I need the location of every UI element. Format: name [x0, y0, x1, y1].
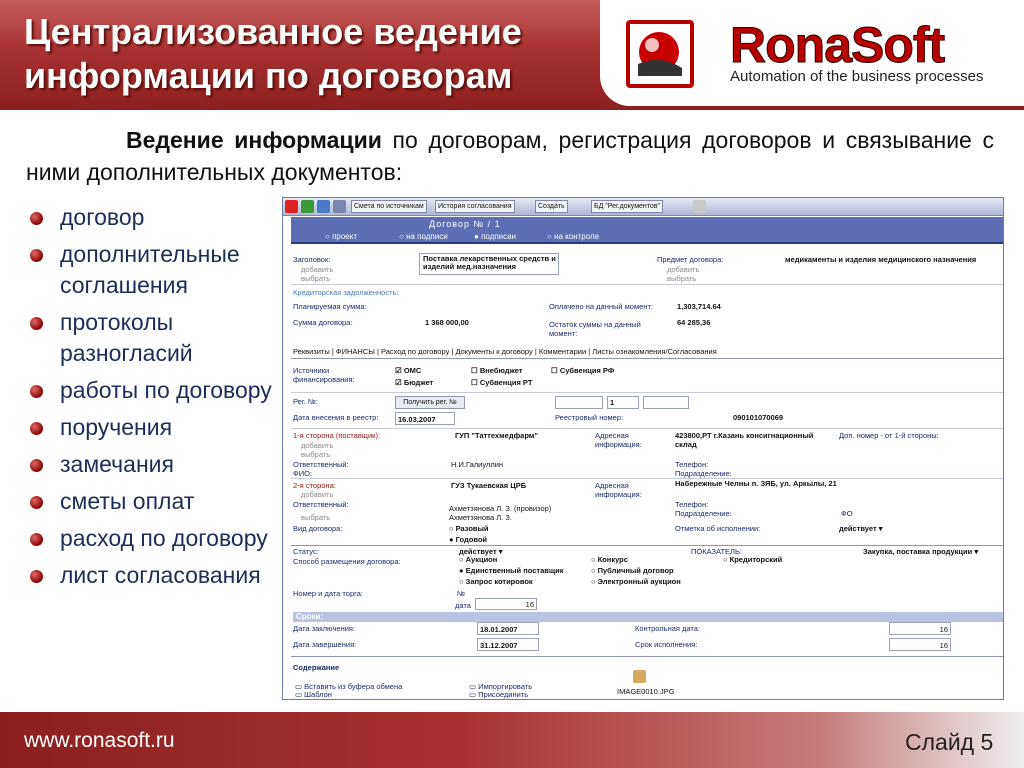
bullet-icon [30, 422, 43, 435]
vid-godovoy[interactable]: ● Годовой [449, 535, 488, 544]
reestr-label: Реестровый номер: [555, 413, 624, 422]
date-entry-label: Дата внесения в реестр: [293, 413, 379, 422]
reg-docs-button[interactable]: БД "Рег.документов" [591, 200, 663, 213]
lock-icon[interactable] [693, 200, 706, 213]
side1-add[interactable]: добавить [301, 441, 334, 450]
contract-form-window [282, 197, 1004, 700]
bullet-icon [30, 317, 43, 330]
phone1-label: Телефон: [675, 460, 709, 469]
get-reg-button[interactable]: Получить рег. № [395, 396, 465, 409]
status-select[interactable]: действует ▾ [459, 547, 503, 556]
zagolovok-value: Поставка лекарственных средств и изделий мед.назначения [423, 254, 556, 271]
list-item: сметы оплат [28, 486, 278, 517]
torg-date-field[interactable]: 16 [475, 598, 537, 610]
side2-label: 2-я сторона: [293, 481, 336, 490]
status-radio-control[interactable]: ○ на контроле [547, 232, 600, 241]
sposob-label: Способ размещения договора: [293, 557, 401, 566]
soderzh-label: Содержание [293, 663, 340, 672]
ostatok-value: 64 285,36 [677, 318, 711, 327]
attached-file[interactable]: IMAGE0010.JPG [617, 687, 675, 696]
tab-rashod[interactable]: Расход по договору [381, 347, 450, 356]
address1-label: Адресная информация: [595, 431, 642, 449]
add-link[interactable]: добавить [301, 265, 334, 274]
otvet2-value-b: Ахметзянова Л. З. [449, 513, 512, 522]
fin-subv-rf[interactable]: ☐ Субвенция РФ [551, 366, 615, 375]
pokazatel-select[interactable]: Закупка, поставка продукции ▾ [863, 547, 979, 556]
close-icon[interactable] [285, 200, 298, 213]
podrazd1-label: Подразделение: [675, 469, 732, 478]
fin-vnebudzhet[interactable]: ☐ Внебюджет [471, 366, 523, 375]
tab-finance[interactable]: ФИНАНСЫ [335, 347, 375, 356]
status-radio-project[interactable]: ○ проект [325, 232, 357, 241]
bullet-icon [30, 496, 43, 509]
create-button[interactable]: Создать [535, 200, 568, 213]
tab-rekvizity[interactable]: Реквизиты [293, 347, 330, 356]
summa-label: Сумма договора: [293, 318, 353, 327]
date-sign: дата [455, 601, 471, 610]
list-item: протоколы разногласий [28, 307, 278, 369]
print-icon[interactable] [333, 200, 346, 213]
logo-text: RonaSoft [730, 17, 945, 73]
form-title: Договор № / 1 [429, 219, 501, 229]
insert-buffer-button[interactable]: ▭ Вставить из буфера обмена [295, 682, 403, 691]
sposob-auction[interactable]: ○ Аукцион [459, 555, 498, 564]
sposob-e-auction[interactable]: ○ Электронный аукцион [591, 577, 681, 586]
kredit-label: Кредиторская задолженность: [293, 288, 399, 297]
sposob-kotirovka[interactable]: ○ Запрос котировок [459, 577, 533, 586]
check-icon[interactable] [301, 200, 314, 213]
choose-link[interactable]: выбрать [301, 274, 331, 283]
predmet-value: медикаменты и изделия медицинского назначения [785, 255, 977, 264]
date-entry-field[interactable]: 16.03.2007 [395, 412, 455, 425]
plan-label: Планируемая сумма: [293, 302, 367, 311]
reestr-value: 090101070069 [733, 413, 784, 422]
date-end-label: Дата завершения: [293, 640, 357, 649]
num-sign: № [457, 589, 466, 598]
image-file-icon[interactable] [633, 670, 646, 683]
sposob-single[interactable]: ● Единственный поставщик [459, 566, 564, 575]
reg-prefix-field[interactable] [555, 396, 603, 409]
side2-add[interactable]: добавить [301, 490, 334, 499]
approval-history-button[interactable]: История согласования [435, 200, 515, 213]
vid-razoviy[interactable]: ○ Разовый [449, 524, 489, 533]
podrazd2-label: Подразделение: [675, 509, 732, 518]
tab-documents[interactable]: Документы к договору [455, 347, 533, 356]
vid-label: Вид договора: [293, 524, 343, 533]
address2-value: Набережные Челны п. ЗЯБ, ул. Аркылы, 21 [675, 479, 837, 488]
form-tabs: Реквизиты | ФИНАНСЫ | Расход по договору | Документы к договору | Комментарии | Листы ознакомления/Согласования [293, 347, 717, 356]
side2-choose[interactable]: выбрать [301, 513, 331, 522]
address1-value: 423800,РТ г.Казань консигнационный склад [675, 431, 814, 449]
oplacheno-label: Оплачено на данный момент: [549, 302, 653, 311]
footer-url[interactable]: www.ronasoft.ru [24, 729, 175, 752]
bullet-list [28, 202, 278, 597]
control-date-field[interactable]: 16 [889, 622, 951, 635]
bullet-icon [30, 533, 43, 546]
list-item: дополнительные соглашения [28, 239, 278, 301]
otvet2-value: Ахметзянова Л. З. (провизор) [449, 504, 552, 513]
import-button[interactable]: ▭ Импортировать [469, 682, 533, 691]
title-line-1: Централизованное ведение [24, 11, 522, 52]
status-label: Статус: [293, 547, 319, 556]
zagolovok-label: Заголовок: [293, 255, 331, 264]
template-button[interactable]: ▭ Шаблон [295, 690, 332, 699]
fin-oms[interactable]: ☑ ОМС [395, 366, 422, 375]
date-zakl-field[interactable]: 18.01.2007 [477, 622, 539, 635]
srok-isp-field[interactable]: 16 [889, 638, 951, 651]
list-item: работы по договору [28, 375, 278, 406]
sposob-public[interactable]: ○ Публичный договор [591, 566, 674, 575]
list-item: поручения [28, 412, 278, 443]
sposob-kreditor[interactable]: ○ Кредиторский [723, 555, 783, 564]
side1-value: ГУП "Таттехмедфарм" [455, 431, 538, 440]
slide-number: Слайд 5 [905, 729, 994, 755]
fin-subv-rt[interactable]: ☐ Субвенция РТ [471, 378, 533, 387]
slide-title [24, 10, 584, 98]
intro-text [26, 124, 994, 188]
torg-label: Номер и дата торга: [293, 589, 363, 598]
srok-isp-label: Срок исполнения: [635, 640, 698, 649]
tab-approval[interactable]: Листы ознакомления/Согласования [592, 347, 717, 356]
pokazatel-label: ПОКАЗАТЕЛЬ: [691, 547, 742, 556]
date-end-field[interactable]: 31.12.2007 [477, 638, 539, 651]
fin-budzhet[interactable]: ☑ Бюджет [395, 378, 434, 387]
reg-num-field[interactable]: 1 [607, 396, 639, 409]
date-zakl-label: Дата заключения: [293, 624, 356, 633]
logo-tagline: Automation of the business processes [730, 68, 984, 85]
otvet2-label: Ответственный: [293, 500, 349, 509]
logo-icon [626, 20, 694, 88]
phone2-label: Телефон: [675, 500, 709, 509]
intro-bold: Ведение информации [126, 127, 382, 153]
control-date-label: Контрольная дата: [635, 624, 701, 633]
otmetka-label: Отметка об исполнении: [675, 524, 761, 533]
otmetka-select[interactable]: действует ▾ [839, 524, 883, 533]
bullet-icon [30, 459, 43, 472]
ostatok-label: Остаток суммы на данный момент: [549, 320, 641, 338]
sposob-konkurs[interactable]: ○ Конкурс [591, 555, 628, 564]
predmet-label: Предмет договора: [657, 255, 724, 264]
dop-nomer-label: Доп. номер - от 1-й стороны: [839, 431, 939, 440]
otvet1-value: Н.И.Галиуллин [451, 460, 504, 469]
predmet-choose-link[interactable]: выбрать [667, 274, 697, 283]
address2-label: Адресная информация: [595, 481, 642, 499]
bullet-icon [30, 570, 43, 583]
otvet1-label: Ответственный: [293, 460, 349, 469]
estimate-button[interactable]: Смета по источникам [351, 200, 427, 213]
title-line-2: информации по договорам [24, 55, 513, 96]
status-radio-signing[interactable]: ○ на подписи [399, 232, 448, 241]
reg-suffix-field[interactable] [643, 396, 689, 409]
bullet-icon [30, 212, 43, 225]
bullet-icon [30, 385, 43, 398]
sroki-header: Сроки: [293, 612, 1003, 622]
istochniki-label: Источники финансирования: [293, 366, 355, 384]
attach-button[interactable]: ▭ Присоединить [469, 690, 529, 699]
form-toolbar [283, 198, 1003, 216]
tab-comments[interactable]: Комментарии [538, 347, 587, 356]
summa-value: 1 368 000,00 [425, 318, 469, 327]
list-item: замечания [28, 449, 278, 480]
save-icon[interactable] [317, 200, 330, 213]
predmet-add-link[interactable]: добавить [667, 265, 700, 274]
status-radio-signed[interactable]: ● подписан [474, 232, 517, 241]
side2-value: ГУЗ Тукаевская ЦРБ [451, 481, 527, 490]
list-item: лист согласования [28, 560, 278, 591]
side1-label: 1-я сторона (поставщик): [293, 431, 381, 440]
list-item: расход по договору [28, 523, 278, 554]
intro-rest: по договорам, регистрация договоров и связывание с ними дополнительных документов: [26, 127, 995, 185]
side1-choose[interactable]: выбрать [301, 450, 331, 459]
bullet-icon [30, 249, 43, 262]
reg-label: Рег. №: [293, 397, 318, 406]
fo-label: ФО [841, 509, 853, 518]
form-title-bar [291, 217, 1003, 244]
oplacheno-value: 1,303,714.64 [677, 302, 721, 311]
list-item: договор [28, 202, 278, 233]
fio1-label: ФИО: [293, 469, 313, 478]
